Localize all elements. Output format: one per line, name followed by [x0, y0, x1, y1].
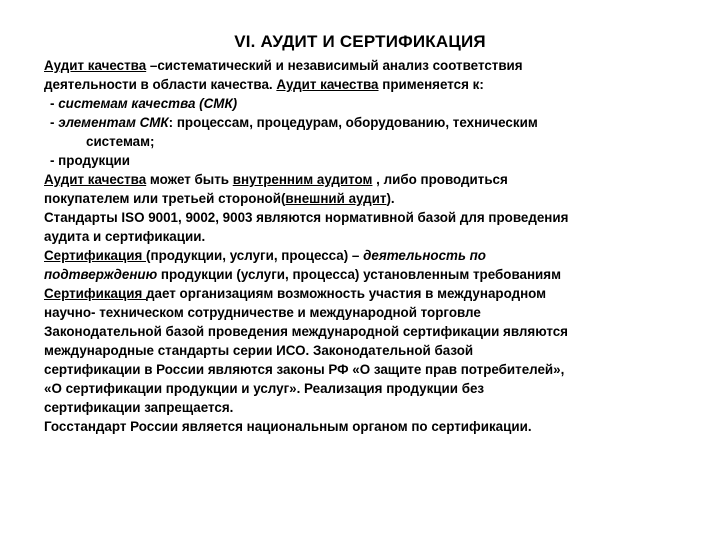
text-line: [44, 208, 694, 227]
text-segment: -: [50, 96, 59, 111]
text-segment: дает организациям возможность участия в международном: [146, 286, 547, 301]
text-segment: сертификации в России являются законы РФ «О защите прав потребителей»,: [44, 362, 565, 377]
list-item: [44, 151, 694, 170]
text-segment: аудита и сертификации.: [44, 229, 206, 244]
text-segment: Сертификация: [44, 248, 147, 263]
text-line: [44, 379, 694, 398]
text-line: [44, 417, 694, 436]
text-segment: , либо проводиться: [372, 172, 508, 187]
text-line: [44, 170, 694, 189]
list-item-continuation: [44, 132, 694, 151]
text-segment: деятельность по: [363, 248, 486, 263]
text-segment: сертификации запрещается.: [44, 400, 234, 415]
text-segment: применяется к:: [378, 77, 484, 92]
text-segment: внешний аудит: [285, 191, 387, 206]
text-line: [44, 284, 694, 303]
text-segment: ).: [386, 191, 395, 206]
text-segment: (продукции, услуги, процесса) –: [146, 248, 364, 263]
text-segment: Стандарты ISO 9001, 9002, 9003 являются нормативной базой для проведения: [44, 210, 569, 225]
text-segment: деятельности в области качества.: [44, 77, 277, 92]
text-segment: научно- техническом сотрудничестве и международной торговле: [44, 305, 481, 320]
text-segment: Аудит качества: [44, 172, 147, 187]
text-line: [44, 265, 694, 284]
text-segment: системам;: [86, 134, 155, 149]
text-line: [44, 341, 694, 360]
slide-body: [44, 56, 694, 436]
text-segment: –систематический и независимый анализ соответствия: [146, 58, 523, 73]
text-line: [44, 303, 694, 322]
text-line: [44, 246, 694, 265]
text-line: [44, 398, 694, 417]
slide-title: VI. АУДИТ И СЕРТИФИКАЦИЯ: [234, 32, 486, 51]
text-segment: подтверждению: [44, 267, 158, 282]
text-line: [44, 360, 694, 379]
text-line: [44, 189, 694, 208]
text-segment: покупателем или третьей стороной(: [44, 191, 286, 206]
text-segment: Госстандарт России является национальным органом по сертификации.: [44, 419, 532, 434]
text-line: [44, 322, 694, 341]
text-segment: может быть: [146, 172, 233, 187]
text-segment: Сертификация: [44, 286, 147, 301]
text-line: [44, 75, 694, 94]
text-line: [44, 227, 694, 246]
text-segment: Аудит качества: [276, 77, 379, 92]
text-segment: международные стандарты серии ИСО. Законодательной базой: [44, 343, 474, 358]
text-segment: «О сертификации продукции и услуг». Реализация продукции без: [44, 381, 485, 396]
text-segment: Аудит качества: [44, 58, 147, 73]
text-segment: элементам СМК: [58, 115, 169, 130]
text-segment: системам качества (СМК): [58, 96, 238, 111]
text-segment: : процессам, процедурам, оборудованию, техническим: [168, 115, 538, 130]
text-segment: продукции (услуги, процесса) установленным требованиям: [157, 267, 561, 282]
text-segment: -: [50, 115, 59, 130]
list-item: [44, 94, 694, 113]
text-segment: - продукции: [50, 153, 130, 168]
text-line: [44, 56, 694, 75]
text-segment: Законодательной базой проведения международной сертификации являются: [44, 324, 568, 339]
text-segment: внутренним аудитом: [232, 172, 373, 187]
list-item: [44, 113, 694, 132]
